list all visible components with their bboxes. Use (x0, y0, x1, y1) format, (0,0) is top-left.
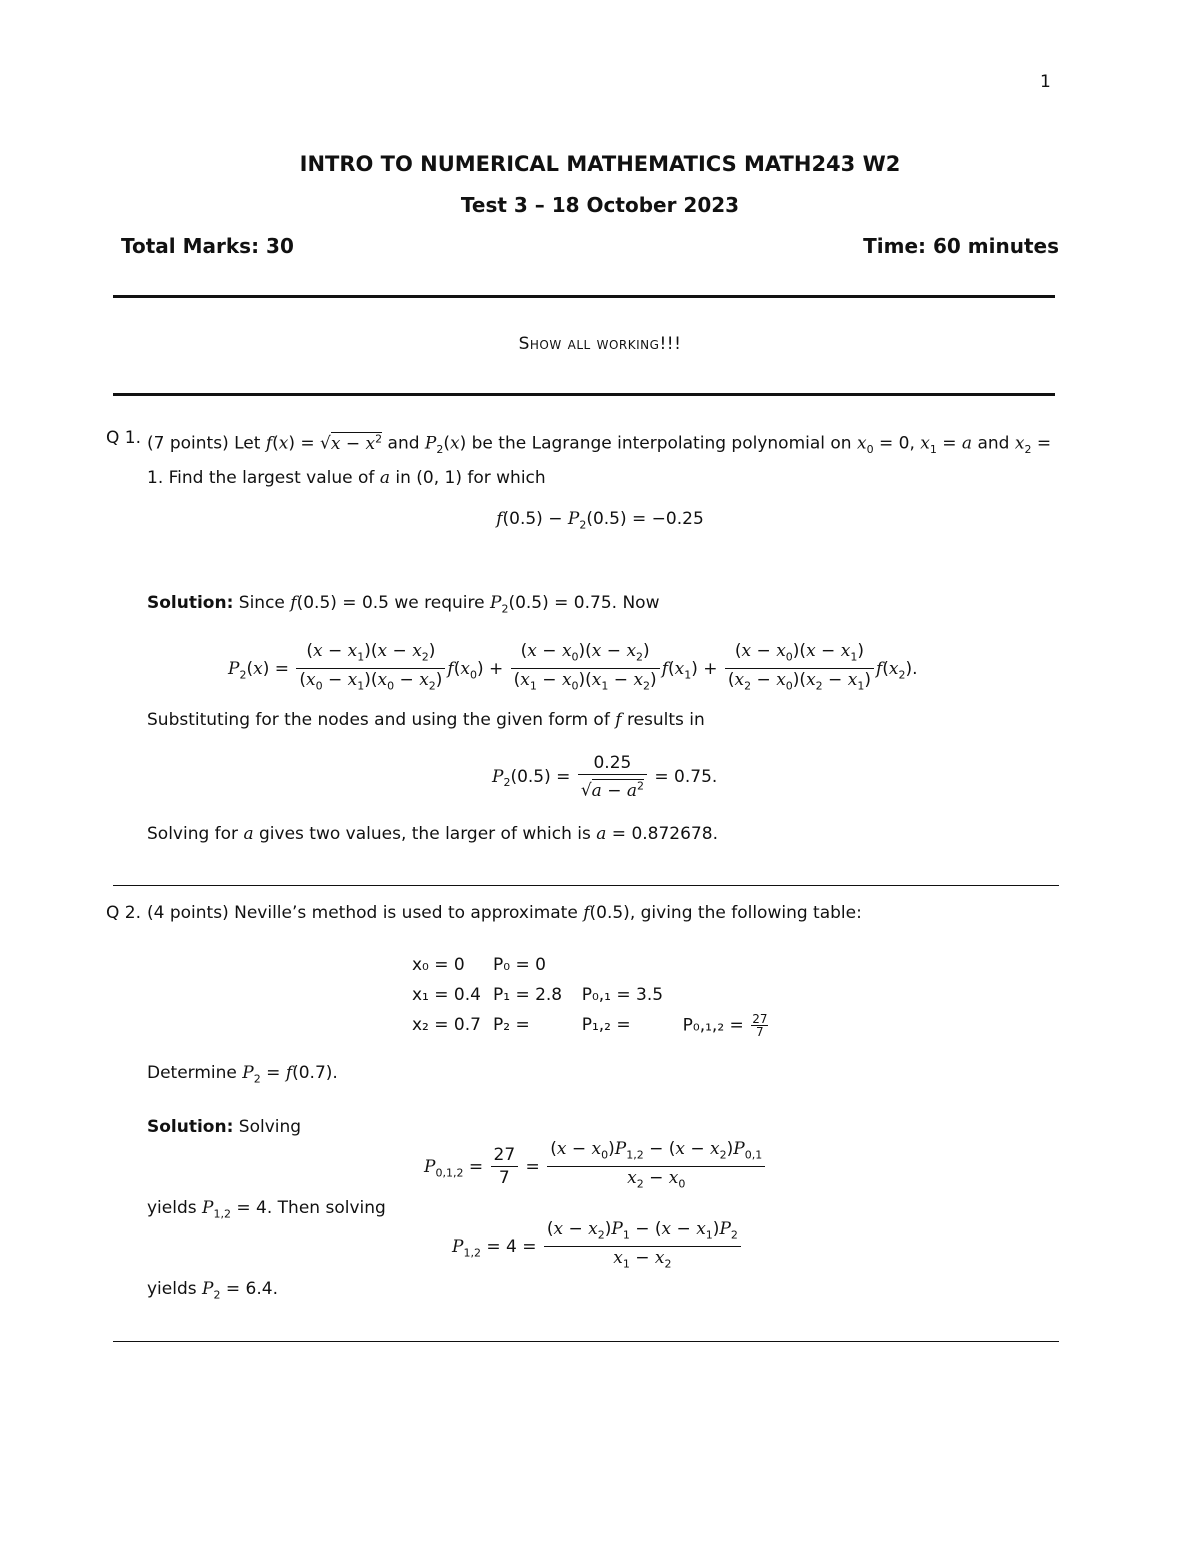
table-cell: P₂ = (492, 1015, 530, 1035)
total-marks: Total Marks: 30 (121, 234, 294, 258)
q2-eq2: $P_{1,2} = 4$ = $\frac{(x - x_2)P_1 - (x - x_1)P_2}{x_1 - x_2}$ (452, 1218, 743, 1276)
table-cell: x₂ = 0.7 (412, 1015, 481, 1035)
q2-intro-end: , giving the following table: (629, 903, 862, 923)
q1-condition: $f(0.5) - P_2(0.5) = -0.25$ (496, 509, 704, 532)
page-title: INTRO TO NUMERICAL MATHEMATICS MATH243 W2 (299, 152, 901, 176)
q1-solution-intro: Solution: Since f(0.5) = 0.5 we require $P_2(0.5) = 0.75$. Now (147, 593, 660, 616)
q1-find-text: Find the largest value of (168, 468, 375, 489)
time-limit: Time: 60 minutes (863, 234, 1059, 258)
q2-eq1: $P_{0,1,2}$ = $\frac{27}{7}$ = $\frac{(x - x_0)P_{1,2} - (x - x_2)P_{0,1}}{x_2 - x_0}$ (424, 1138, 767, 1196)
divider-q2 (113, 1341, 1059, 1342)
table-cell: P₀ = 0 (492, 955, 546, 975)
q1-label: Q 1. (106, 428, 142, 448)
test-subtitle: Test 3 – 18 October 2023 (460, 193, 740, 217)
table-cell-label: P₀,₁,₂ = (682, 1015, 744, 1035)
neville-table (412, 950, 782, 1040)
q1-points: (7 points) (147, 433, 229, 454)
q2-yields-1: yields $P_{1,2} = 4$. Then solving (147, 1198, 386, 1221)
table-cell: x₀ = 0 (412, 955, 465, 975)
q1-solution-label: Solution: (147, 593, 234, 613)
q1-substituting: Substituting for the nodes and using the given form of f results in (147, 710, 705, 730)
divider-q1 (113, 885, 1059, 886)
q2-label: Q 2. (106, 903, 142, 923)
q2-statement: (4 points) Neville’s method is used to approximate f(0.5), giving the following table: (147, 903, 862, 923)
q1-answer: Solving for a gives two values, the larger of which is a = 0.872678. (147, 824, 718, 844)
q2-solving: Solving (238, 1117, 302, 1137)
q2-yields2-text: yields (147, 1279, 197, 1299)
table-cell (582, 950, 683, 980)
q2-points: (4 points) (147, 903, 229, 923)
instruction-banner: Show all working!!! (518, 334, 682, 354)
q2-intro: Neville’s method is used to approximate (234, 903, 578, 923)
table-cell: P₀,₁ = 3.5 (581, 985, 664, 1005)
table-cell (683, 1010, 783, 1040)
q2-yields-2: yields $P_2 = 6.4$. (147, 1279, 278, 1302)
q1-solving-text: Solving for (147, 824, 239, 844)
lagrange-formula: $P_2(x)$ = $\frac{(x - x_1)(x - x_2)}{(x_0 - x_1)(x_0 - x_2)}$ $f(x_0)$ + $\frac{(x - x_0)(x - x_2)}{(x_1 - x_0)(x_1 - x_2)}$ $f(x_1)$ + $\frac{(x - x_0)(x - x_1)}{(x_2 - x_0)(x_2 - x_1)}$ $f(x_2)$. (228, 641, 918, 693)
divider-banner (113, 393, 1055, 396)
table-cell: P₁ = 2.8 (492, 985, 563, 1005)
table-cell: x₁ = 0.4 (412, 985, 481, 1005)
q2-solution-intro (147, 1113, 301, 1141)
table-cell: P₁,₂ = (581, 1015, 631, 1035)
q2-determine: Determine $P_2 = f(0.7)$. (147, 1063, 338, 1086)
table-fraction: $\frac{27}{7}$ (752, 1011, 768, 1039)
table-row (412, 1010, 782, 1040)
divider-top (113, 295, 1055, 298)
q2-yields-text: yields (147, 1198, 197, 1218)
q1-sub-text: Substituting for the nodes and using the given form of (147, 710, 610, 730)
q2-then-solving: Then solving (277, 1198, 386, 1218)
table-cell (683, 950, 783, 980)
page-number: 1 (1040, 72, 1051, 92)
q1-p2-evaluation: $P_2(0.5)$ = $\frac{0.25}{√a - a^2}$ = 0.75. (492, 753, 718, 801)
table-row (412, 980, 782, 1010)
q1-sub-text-end: results in (626, 710, 705, 730)
table-row (412, 950, 782, 980)
q1-answer-value: 0.872678 (631, 824, 713, 844)
q1-solving-mid: gives two values, the larger of which is (259, 824, 591, 844)
q1-statement: (7 points) Let $f(x) = √x - x^2$ and $P_2(x)$ be the Lagrange interpolating polynomial on $x_0 = 0$, $x_1 = a$ and $x_2 = 1$. Find the largest value of a in (0, 1) for which (147, 432, 1052, 489)
table-cell (683, 980, 783, 1010)
q2-determine-text: Determine (147, 1063, 237, 1083)
q2-solution-label: Solution: (147, 1117, 234, 1137)
